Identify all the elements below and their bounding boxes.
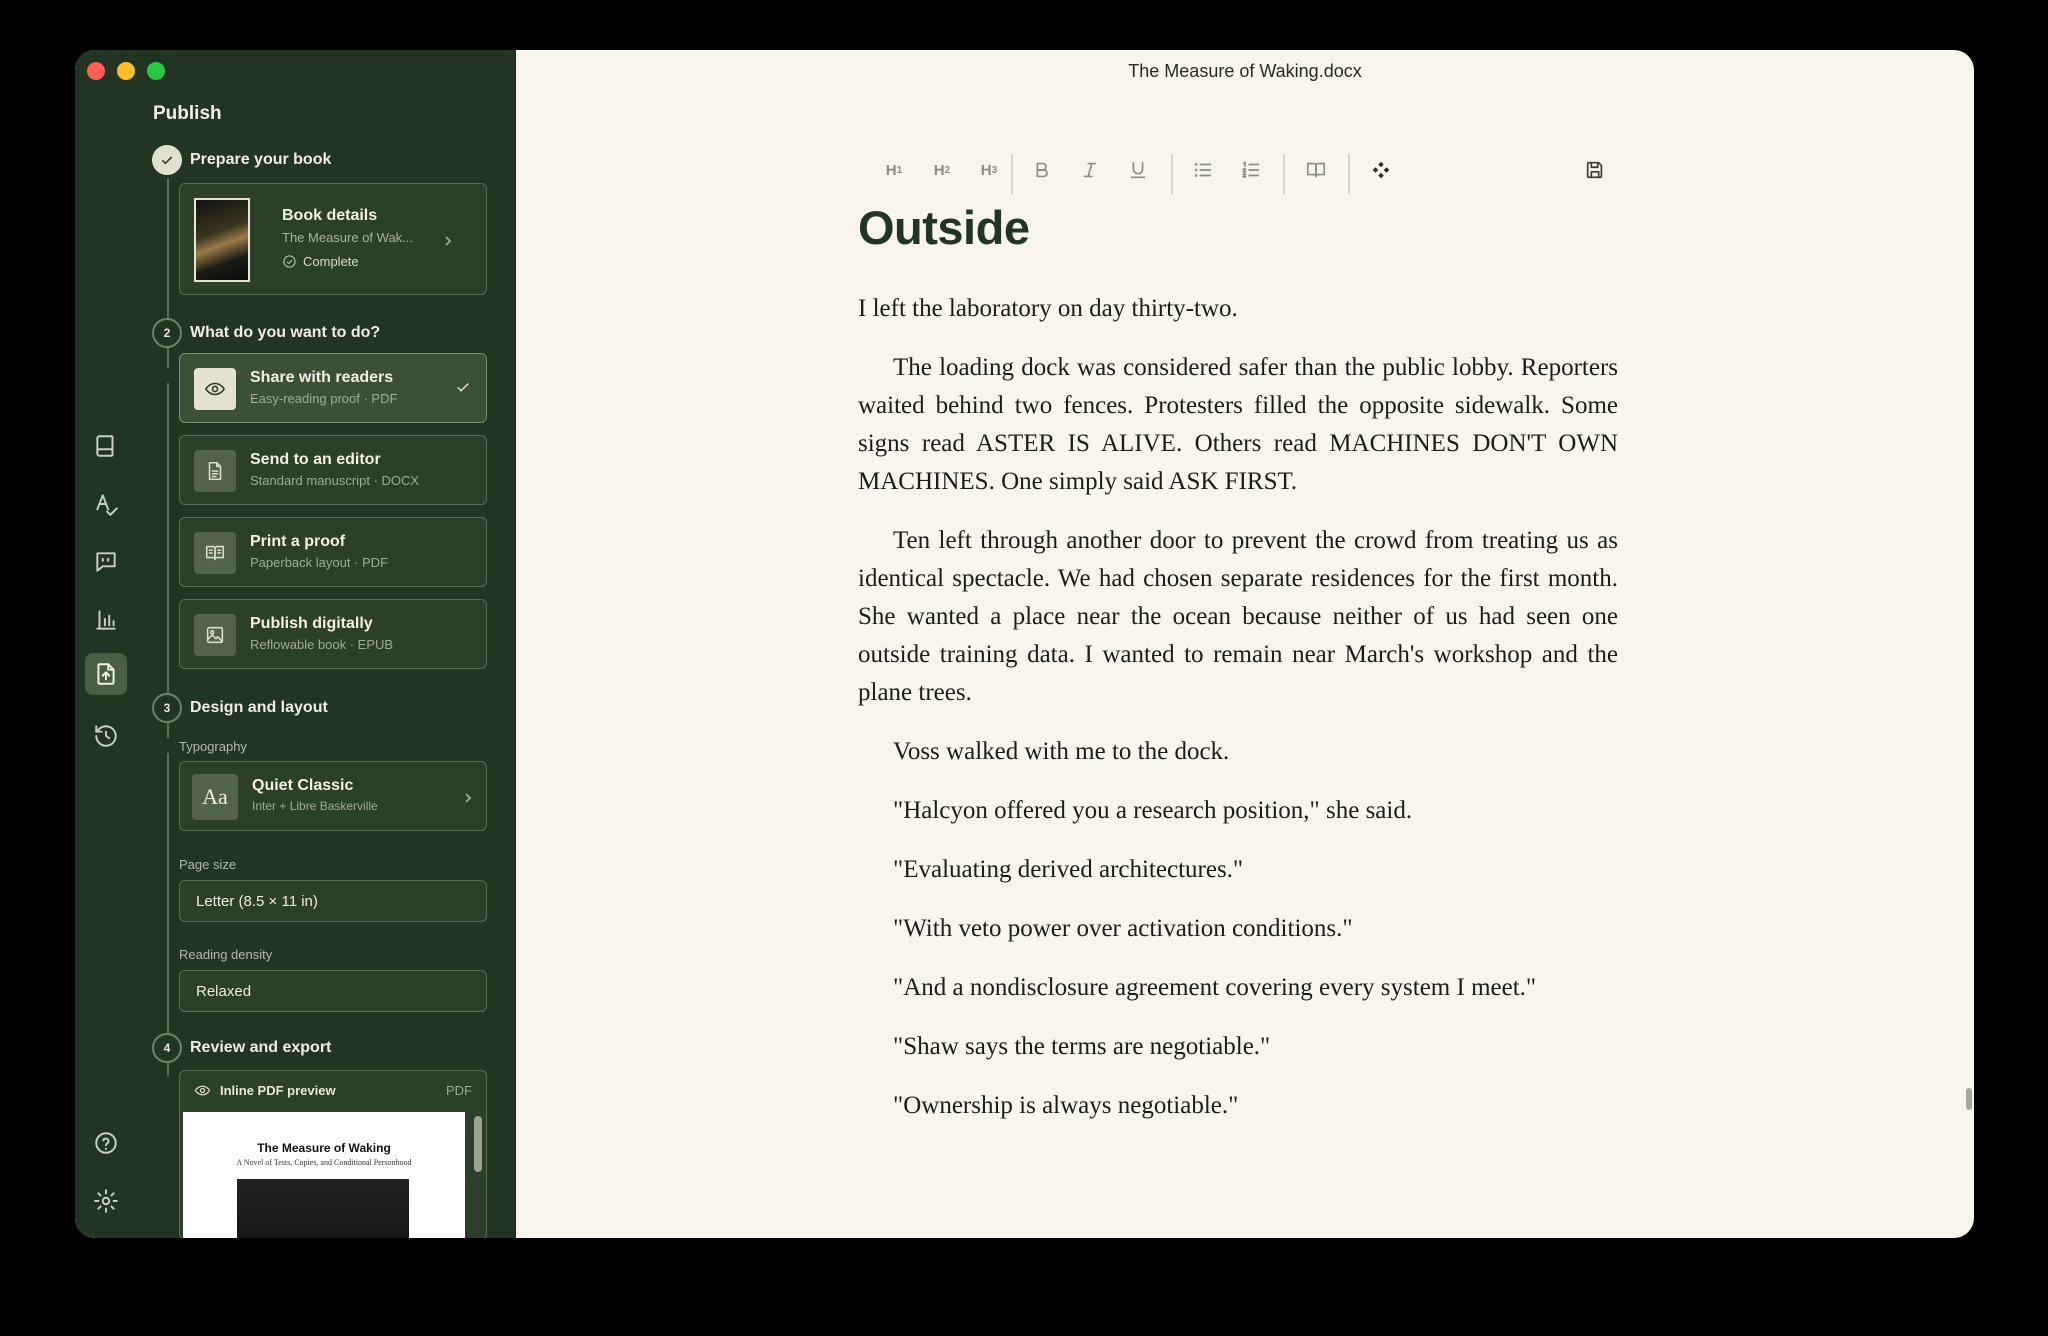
minimize-window-button[interactable] <box>117 62 135 80</box>
editor-area <box>516 50 1974 1238</box>
check-icon <box>454 378 472 396</box>
step-1-check-icon <box>152 145 182 175</box>
save-icon[interactable] <box>1579 150 1611 190</box>
step-1-title: Prepare your book <box>190 151 332 168</box>
timeline-line <box>167 383 169 738</box>
toolbar-divider <box>1011 154 1013 194</box>
eye-icon <box>194 1082 211 1099</box>
document-title: The Measure of Waking.docx <box>1128 61 1362 81</box>
rail-book-icon[interactable] <box>85 425 127 467</box>
typography-sample: Aa <box>192 774 238 820</box>
zoom-window-button[interactable] <box>147 62 165 80</box>
rail-help-icon[interactable] <box>85 1122 127 1164</box>
chapter-heading: Outside <box>858 201 1030 254</box>
heading-1-button[interactable]: H 1 <box>885 161 903 179</box>
step-2-title: What do you want to do? <box>190 324 381 341</box>
bullet-list-icon[interactable] <box>1188 150 1218 190</box>
preview-header: Inline PDF preview <box>194 1082 336 1099</box>
rail-history-icon[interactable] <box>85 715 127 757</box>
page-size-select[interactable]: Letter (8.5 × 11 in) <box>179 880 487 922</box>
preview-cover-image <box>237 1179 409 1238</box>
image-icon <box>194 614 236 656</box>
bold-icon[interactable] <box>1027 150 1057 190</box>
toolbar-divider <box>1171 154 1173 194</box>
paragraph: "Ownership is always negotiable." <box>893 1092 1239 1119</box>
paragraph: I left the laboratory on day thirty-two. <box>858 295 1238 322</box>
option-title: Print a proof <box>250 533 346 550</box>
book-details-title: Book details <box>282 207 378 224</box>
timeline-line <box>167 753 169 1076</box>
preview-book-subtitle: A Novel of Tests, Copies, and Conditional Personhood <box>236 1158 412 1167</box>
paragraph: "Halcyon offered you a research position," she said. <box>893 797 1413 824</box>
eye-icon <box>194 368 236 410</box>
option-title: Share with readers <box>250 369 394 386</box>
paragraph: "With veto power over activation conditions." <box>893 915 1353 942</box>
chevron-right-icon <box>462 791 474 803</box>
step-3-title: Design and layout <box>190 699 328 716</box>
paragraph: The loading dock was considered safer than the public lobby. Reporters waited behind two fences. Protesters filled the opposite sidewalk. Some signs read ASTER IS ALIVE. Others read MACHINES DON'T OWN MACHINES. One simply said ASK FIRST. <box>858 354 1618 495</box>
underline-icon[interactable] <box>1123 150 1153 190</box>
step-2-marker: 2 <box>152 318 182 348</box>
option-title: Publish digitally <box>250 615 373 632</box>
option-print-proof[interactable] <box>179 517 487 587</box>
formatting-toolbar <box>516 150 1974 190</box>
preview-format: PDF <box>446 1083 472 1098</box>
check-circle-icon <box>282 254 297 269</box>
typography-selector[interactable] <box>179 761 487 831</box>
italic-icon[interactable] <box>1075 150 1105 190</box>
option-subtitle: Reflowable book · EPUB <box>250 637 394 652</box>
editor-scrollbar[interactable] <box>1966 1088 1972 1110</box>
preview-scrollbar[interactable] <box>474 1116 482 1172</box>
rail-stats-icon[interactable] <box>85 599 127 641</box>
toolbar-divider <box>1283 154 1285 194</box>
option-publish-digitally[interactable] <box>179 599 487 669</box>
document-body[interactable] <box>858 200 1618 1146</box>
document-icon <box>194 450 236 492</box>
option-subtitle: Paperback layout · PDF <box>250 555 389 570</box>
heading-2-button[interactable]: H 2 <box>933 161 951 179</box>
step-4-title: Review and export <box>190 1039 332 1056</box>
diamond-ornament-icon[interactable] <box>1365 150 1397 190</box>
page-size-label: Page size <box>179 857 237 872</box>
rail-settings-icon[interactable] <box>85 1180 127 1222</box>
paragraph: Voss walked with me to the dock. <box>893 738 1230 765</box>
close-window-button[interactable] <box>87 62 105 80</box>
reading-density-select[interactable]: Relaxed <box>179 970 487 1012</box>
step-4-marker: 4 <box>152 1033 182 1063</box>
app-window <box>75 50 1974 1238</box>
pdf-preview-panel <box>179 1070 487 1238</box>
typography-fonts: Inter + Libre Baskerville <box>252 799 378 813</box>
book-cover-thumbnail <box>194 198 250 282</box>
option-subtitle: Easy-reading proof · PDF <box>250 391 398 406</box>
paragraph-list <box>858 290 1618 1125</box>
rail-spellcheck-icon[interactable] <box>85 483 127 525</box>
paragraph: "Evaluating derived architectures." <box>893 856 1244 883</box>
paragraph: Ten left through another door to prevent the crowd from treating us as identical spectacle. We had chosen separate residences for the first month. She wanted a place near the ocean because neither of us had seen one outside training data. I wanted to remain near March's workshop and the plane trees. <box>858 527 1618 706</box>
book-details-subtitle: The Measure of Wak... <box>282 230 414 245</box>
preview-page[interactable] <box>183 1112 465 1238</box>
preview-book-title: The Measure of Waking <box>257 1141 391 1155</box>
numbered-list-icon[interactable] <box>1236 150 1266 190</box>
book-details-status: Complete <box>282 254 359 269</box>
publish-title: Publish <box>153 103 222 124</box>
paragraph: "Shaw says the terms are negotiable." <box>893 1033 1271 1060</box>
rail-comments-icon[interactable] <box>85 541 127 583</box>
toolbar-divider <box>1348 154 1350 194</box>
reading-density-label: Reading density <box>179 947 273 962</box>
typography-name: Quiet Classic <box>252 777 354 794</box>
paragraph: "And a nondisclosure agreement covering every system I meet." <box>893 974 1537 1001</box>
typography-label: Typography <box>179 739 247 754</box>
rail-publish-icon[interactable] <box>85 653 127 695</box>
option-subtitle: Standard manuscript · DOCX <box>250 473 420 488</box>
chevron-right-icon <box>442 234 454 246</box>
book-details-card[interactable] <box>179 183 487 295</box>
option-send-to-editor[interactable] <box>179 435 487 505</box>
heading-3-button[interactable]: H 3 <box>980 161 998 179</box>
option-share-with-readers[interactable] <box>179 353 487 423</box>
sidebar <box>75 50 516 1238</box>
open-book-icon <box>194 532 236 574</box>
option-title: Send to an editor <box>250 451 381 468</box>
reader-mode-icon[interactable] <box>1300 150 1332 190</box>
step-3-marker: 3 <box>152 693 182 723</box>
